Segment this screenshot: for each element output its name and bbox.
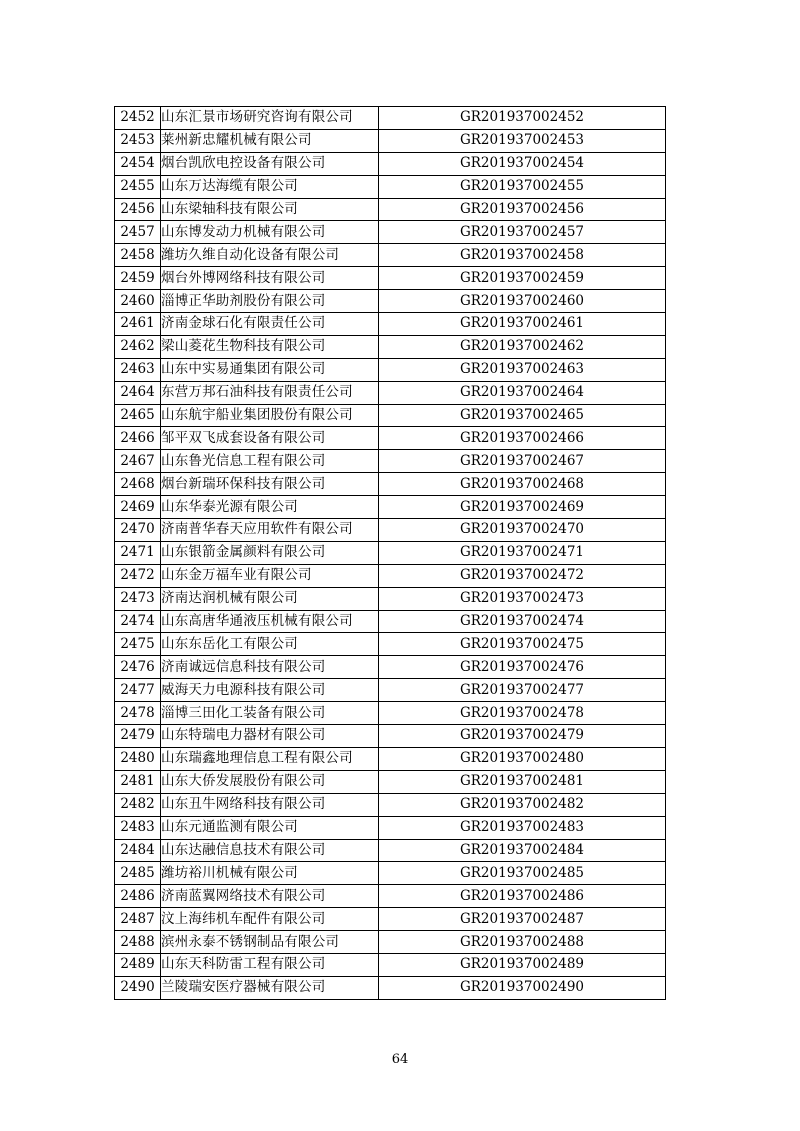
certificate-number: GR201937002459 xyxy=(379,267,666,290)
company-name: 烟台凯欣电控设备有限公司 xyxy=(161,152,379,175)
row-number: 2490 xyxy=(115,976,161,999)
row-number: 2462 xyxy=(115,335,161,358)
table-row xyxy=(115,564,666,587)
table-row xyxy=(115,290,666,313)
table-row xyxy=(115,862,666,885)
certificate-number: GR201937002483 xyxy=(379,816,666,839)
company-name: 邹平双飞成套设备有限公司 xyxy=(161,427,379,450)
row-number: 2463 xyxy=(115,358,161,381)
certificate-number: GR201937002470 xyxy=(379,519,666,542)
company-name: 济南诚远信息科技有限公司 xyxy=(161,656,379,679)
row-number: 2465 xyxy=(115,404,161,427)
company-name: 山东鲁光信息工程有限公司 xyxy=(161,450,379,473)
company-name: 烟台新瑞环保科技有限公司 xyxy=(161,473,379,496)
company-name: 淄博正华助剂股份有限公司 xyxy=(161,290,379,313)
company-name: 东营万邦石油科技有限责任公司 xyxy=(161,381,379,404)
company-name: 山东元通监测有限公司 xyxy=(161,816,379,839)
certificate-number: GR201937002468 xyxy=(379,473,666,496)
certificate-number: GR201937002481 xyxy=(379,770,666,793)
certificate-number: GR201937002477 xyxy=(379,679,666,702)
company-name: 山东金万福车业有限公司 xyxy=(161,564,379,587)
certificate-number: GR201937002482 xyxy=(379,793,666,816)
company-name: 汶上海纬机车配件有限公司 xyxy=(161,908,379,931)
table-row xyxy=(115,107,666,130)
row-number: 2453 xyxy=(115,129,161,152)
table-row xyxy=(115,198,666,221)
row-number: 2475 xyxy=(115,633,161,656)
table-row xyxy=(115,335,666,358)
company-name: 山东大侨发展股份有限公司 xyxy=(161,770,379,793)
table-row xyxy=(115,496,666,519)
table-row xyxy=(115,313,666,336)
certificate-number: GR201937002475 xyxy=(379,633,666,656)
table-row xyxy=(115,427,666,450)
table-row xyxy=(115,450,666,473)
company-name: 山东瑞鑫地理信息工程有限公司 xyxy=(161,747,379,770)
certificate-number: GR201937002487 xyxy=(379,908,666,931)
company-name: 山东达融信息技术有限公司 xyxy=(161,839,379,862)
company-name: 山东梁轴科技有限公司 xyxy=(161,198,379,221)
row-number: 2454 xyxy=(115,152,161,175)
table-row xyxy=(115,404,666,427)
certificate-number: GR201937002489 xyxy=(379,953,666,976)
row-number: 2472 xyxy=(115,564,161,587)
company-name: 兰陵瑞安医疗器械有限公司 xyxy=(161,976,379,999)
certificate-number: GR201937002486 xyxy=(379,885,666,908)
table-row xyxy=(115,839,666,862)
table-row xyxy=(115,679,666,702)
certificate-number: GR201937002467 xyxy=(379,450,666,473)
table-row xyxy=(115,702,666,725)
row-number: 2482 xyxy=(115,793,161,816)
company-name: 山东华泰光源有限公司 xyxy=(161,496,379,519)
certificate-number: GR201937002456 xyxy=(379,198,666,221)
certificate-number: GR201937002463 xyxy=(379,358,666,381)
row-number: 2487 xyxy=(115,908,161,931)
company-name: 济南普华春天应用软件有限公司 xyxy=(161,519,379,542)
row-number: 2480 xyxy=(115,747,161,770)
certificate-number: GR201937002469 xyxy=(379,496,666,519)
row-number: 2469 xyxy=(115,496,161,519)
company-name: 山东汇景市场研究咨询有限公司 xyxy=(161,107,379,130)
certificate-number: GR201937002455 xyxy=(379,175,666,198)
table-row xyxy=(115,244,666,267)
row-number: 2457 xyxy=(115,221,161,244)
certificate-number: GR201937002488 xyxy=(379,931,666,954)
row-number: 2464 xyxy=(115,381,161,404)
table-row xyxy=(115,953,666,976)
table-row xyxy=(115,358,666,381)
certificate-number: GR201937002457 xyxy=(379,221,666,244)
table-row xyxy=(115,129,666,152)
row-number: 2461 xyxy=(115,313,161,336)
certificate-number: GR201937002484 xyxy=(379,839,666,862)
certificate-number: GR201937002454 xyxy=(379,152,666,175)
table-row xyxy=(115,267,666,290)
table-row xyxy=(115,633,666,656)
row-number: 2478 xyxy=(115,702,161,725)
table-row xyxy=(115,473,666,496)
certificate-number: GR201937002485 xyxy=(379,862,666,885)
row-number: 2452 xyxy=(115,107,161,130)
company-name: 济南蓝翼网络技术有限公司 xyxy=(161,885,379,908)
table-row xyxy=(115,587,666,610)
certificate-number: GR201937002471 xyxy=(379,541,666,564)
row-number: 2470 xyxy=(115,519,161,542)
company-name: 山东天科防雷工程有限公司 xyxy=(161,953,379,976)
company-name: 潍坊裕川机械有限公司 xyxy=(161,862,379,885)
company-name: 威海天力电源科技有限公司 xyxy=(161,679,379,702)
table-body xyxy=(115,107,666,1000)
certificate-number: GR201937002466 xyxy=(379,427,666,450)
company-name: 山东博发动力机械有限公司 xyxy=(161,221,379,244)
table-row xyxy=(115,885,666,908)
row-number: 2481 xyxy=(115,770,161,793)
table-row xyxy=(115,725,666,748)
table-row xyxy=(115,793,666,816)
certificate-number: GR201937002473 xyxy=(379,587,666,610)
company-name: 潍坊久维自动化设备有限公司 xyxy=(161,244,379,267)
certificate-number: GR201937002461 xyxy=(379,313,666,336)
table-row xyxy=(115,816,666,839)
row-number: 2455 xyxy=(115,175,161,198)
row-number: 2458 xyxy=(115,244,161,267)
certificate-number: GR201937002462 xyxy=(379,335,666,358)
company-name: 莱州新忠耀机械有限公司 xyxy=(161,129,379,152)
certificate-table xyxy=(114,106,666,1000)
certificate-number: GR201937002465 xyxy=(379,404,666,427)
row-number: 2460 xyxy=(115,290,161,313)
certificate-number: GR201937002458 xyxy=(379,244,666,267)
table-row xyxy=(115,381,666,404)
table-row xyxy=(115,747,666,770)
certificate-number: GR201937002480 xyxy=(379,747,666,770)
row-number: 2468 xyxy=(115,473,161,496)
row-number: 2476 xyxy=(115,656,161,679)
company-name: 淄博三田化工装备有限公司 xyxy=(161,702,379,725)
company-name: 烟台外博网络科技有限公司 xyxy=(161,267,379,290)
company-name: 山东丑牛网络科技有限公司 xyxy=(161,793,379,816)
row-number: 2486 xyxy=(115,885,161,908)
certificate-number: GR201937002476 xyxy=(379,656,666,679)
row-number: 2477 xyxy=(115,679,161,702)
table-row xyxy=(115,976,666,999)
row-number: 2488 xyxy=(115,931,161,954)
table-row xyxy=(115,541,666,564)
row-number: 2473 xyxy=(115,587,161,610)
certificate-number: GR201937002490 xyxy=(379,976,666,999)
row-number: 2466 xyxy=(115,427,161,450)
company-name: 山东航宇船业集团股份有限公司 xyxy=(161,404,379,427)
company-name: 滨州永泰不锈钢制品有限公司 xyxy=(161,931,379,954)
company-name: 山东银箭金属颜料有限公司 xyxy=(161,541,379,564)
company-name: 山东万达海缆有限公司 xyxy=(161,175,379,198)
company-name: 山东东岳化工有限公司 xyxy=(161,633,379,656)
table-row xyxy=(115,152,666,175)
certificate-number: GR201937002452 xyxy=(379,107,666,130)
certificate-number: GR201937002479 xyxy=(379,725,666,748)
certificate-number: GR201937002460 xyxy=(379,290,666,313)
company-name: 济南金球石化有限责任公司 xyxy=(161,313,379,336)
table-row xyxy=(115,221,666,244)
row-number: 2467 xyxy=(115,450,161,473)
row-number: 2489 xyxy=(115,953,161,976)
row-number: 2479 xyxy=(115,725,161,748)
page-number: 64 xyxy=(391,1052,409,1067)
table-row xyxy=(115,656,666,679)
row-number: 2474 xyxy=(115,610,161,633)
table-row xyxy=(115,175,666,198)
table-row xyxy=(115,931,666,954)
table-row xyxy=(115,610,666,633)
certificate-number: GR201937002474 xyxy=(379,610,666,633)
certificate-number: GR201937002472 xyxy=(379,564,666,587)
company-name: 梁山菱花生物科技有限公司 xyxy=(161,335,379,358)
row-number: 2456 xyxy=(115,198,161,221)
table-row xyxy=(115,770,666,793)
certificate-number: GR201937002453 xyxy=(379,129,666,152)
certificate-number: GR201937002478 xyxy=(379,702,666,725)
certificate-number: GR201937002464 xyxy=(379,381,666,404)
table-row xyxy=(115,519,666,542)
company-name: 山东高唐华通液压机械有限公司 xyxy=(161,610,379,633)
row-number: 2471 xyxy=(115,541,161,564)
company-name: 济南达润机械有限公司 xyxy=(161,587,379,610)
row-number: 2484 xyxy=(115,839,161,862)
row-number: 2485 xyxy=(115,862,161,885)
table-row xyxy=(115,908,666,931)
row-number: 2483 xyxy=(115,816,161,839)
company-name: 山东中实易通集团有限公司 xyxy=(161,358,379,381)
row-number: 2459 xyxy=(115,267,161,290)
company-name: 山东特瑞电力器材有限公司 xyxy=(161,725,379,748)
